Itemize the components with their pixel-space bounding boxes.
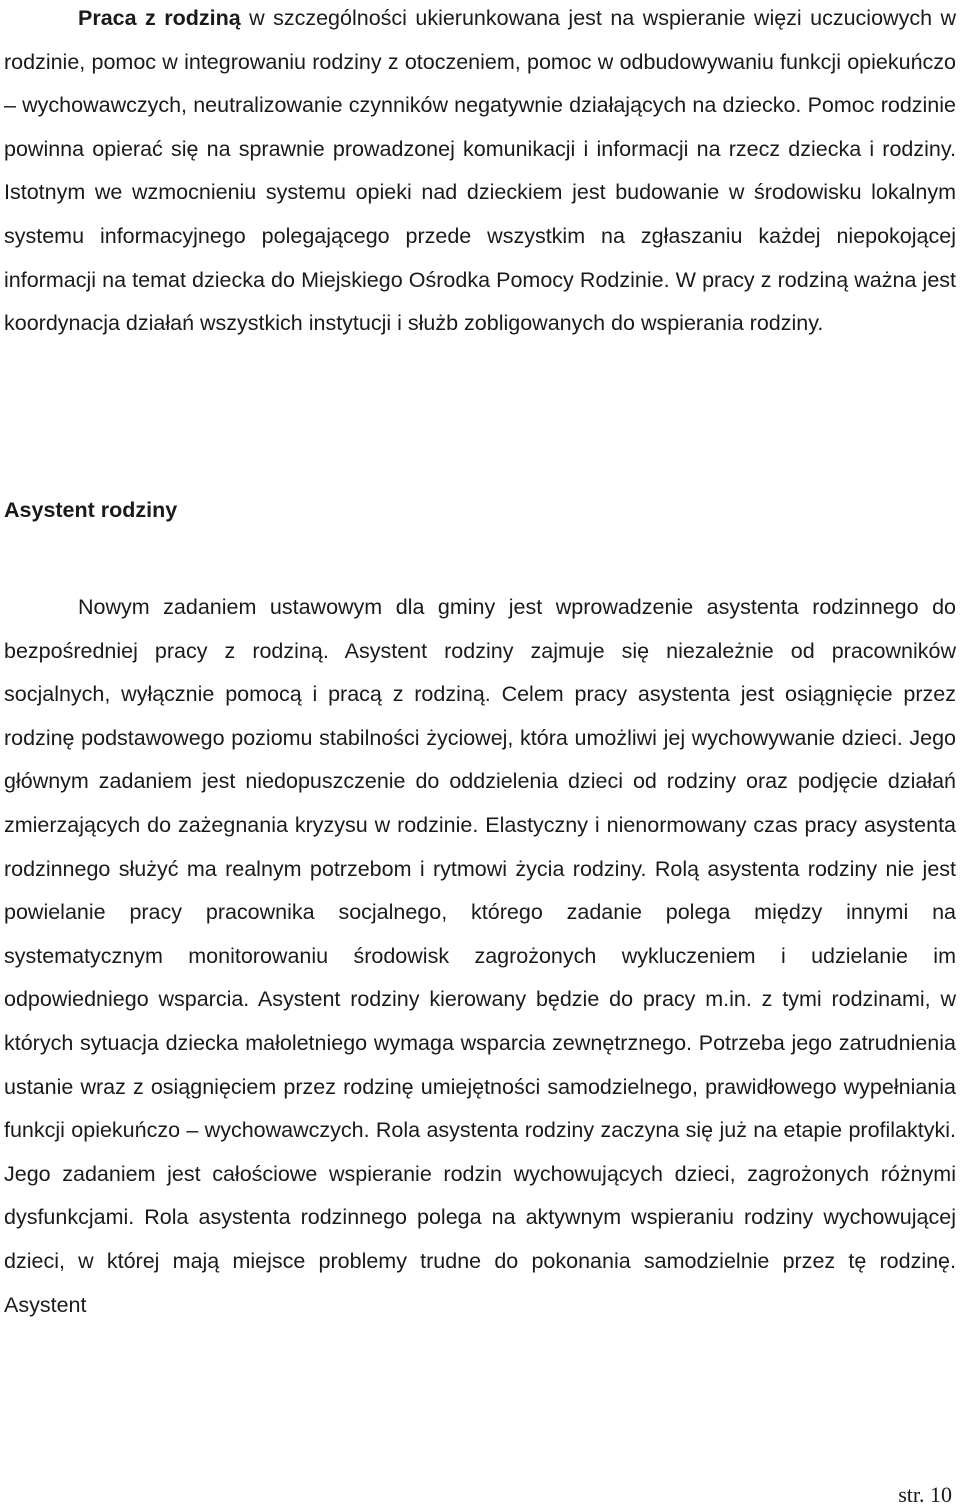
document-page	[4, 0, 956, 1509]
section-heading: Asystent rodziny	[4, 498, 178, 522]
page-number: str. 10	[898, 1482, 952, 1507]
paragraph-family-assistant: Nowym zadaniem ustawowym dla gminy jest wprowadzenie asystenta rodzinnego do bezpośredniej pracy z rodziną. Asystent rodziny zajmuje się niezależnie od pracowników socjalnych, wyłącznie pomocą i pracą z rodziną. Celem pracy asystenta jest osiągnięcie przez rodzinę podstawowego poziomu stabilności życiowej, która umożliwi jej wychowywanie dzieci. Jego głównym zadaniem jest niedopuszczenie do oddzielenia dzieci od rodziny oraz podjęcie działań zmierzających do zażegnania kryzysu w rodzinie. Elastyczny i nienormowany czas pracy asystenta rodzinnego służyć ma realnym potrzebom i rytmowi życia rodziny. Rolą asystenta rodziny nie jest powielanie pracy pracownika socjalnego, którego zadanie polega między innymi na systematycznym monitorowaniu środowisk zagrożonych wykluczeniem i udzielanie im odpowiedniego wsparcia. Asystent rodziny kierowany będzie do pracy m.in. z tymi rodzinami, w których sytuacja dziecka małoletniego wymaga wsparcia zewnętrznego. Potrzeba jego zatrudnienia ustanie wraz z osiągnięciem przez rodzinę umiejętności samodzielnego, prawidłowego wypełniania funkcji opiekuńczo – wychowawczych. Rola asystenta rodziny zaczyna się już na etapie profilaktyki. Jego zadaniem jest całościowe wspieranie rodzin wychowujących dzieci, zagrożonych różnymi dysfunkcjami. Rola asystenta rodzinnego polega na aktywnym wspieraniu rodziny wychowującej dzieci, w której mają miejsce problemy trudne do pokonania samodzielnie przez tę rodzinę. Asystent	[4, 595, 956, 1317]
paragraph-lead-bold: Praca z rodziną	[78, 6, 241, 30]
paragraph-body: w szczególności ukierunkowana jest na wspieranie więzi uczuciowych w rodzinie, pomoc w integrowaniu rodziny z otoczeniem, pomoc w odbudowywaniu funkcji opiekuńczo – wychowawczych, neutralizowanie czynników negatywnie działających na dziecko. Pomoc rodzinie powinna opierać się na sprawnie prowadzonej komunikacji i informacji na rzecz dziecka i rodziny. Istotnym we wzmocnieniu systemu opieki nad dzieckiem jest budowanie w środowisku lokalnym systemu informacyjnego polegającego przede wszystkim na zgłaszaniu każdej niepokojącej informacji na temat dziecka do Miejskiego Ośrodka Pomocy Rodzinie. W pracy z rodziną ważna jest koordynacja działań wszystkich instytucji i służb zobligowanych do wspierania rodziny.	[4, 6, 956, 336]
paragraph-family-work	[4, 0, 956, 346]
